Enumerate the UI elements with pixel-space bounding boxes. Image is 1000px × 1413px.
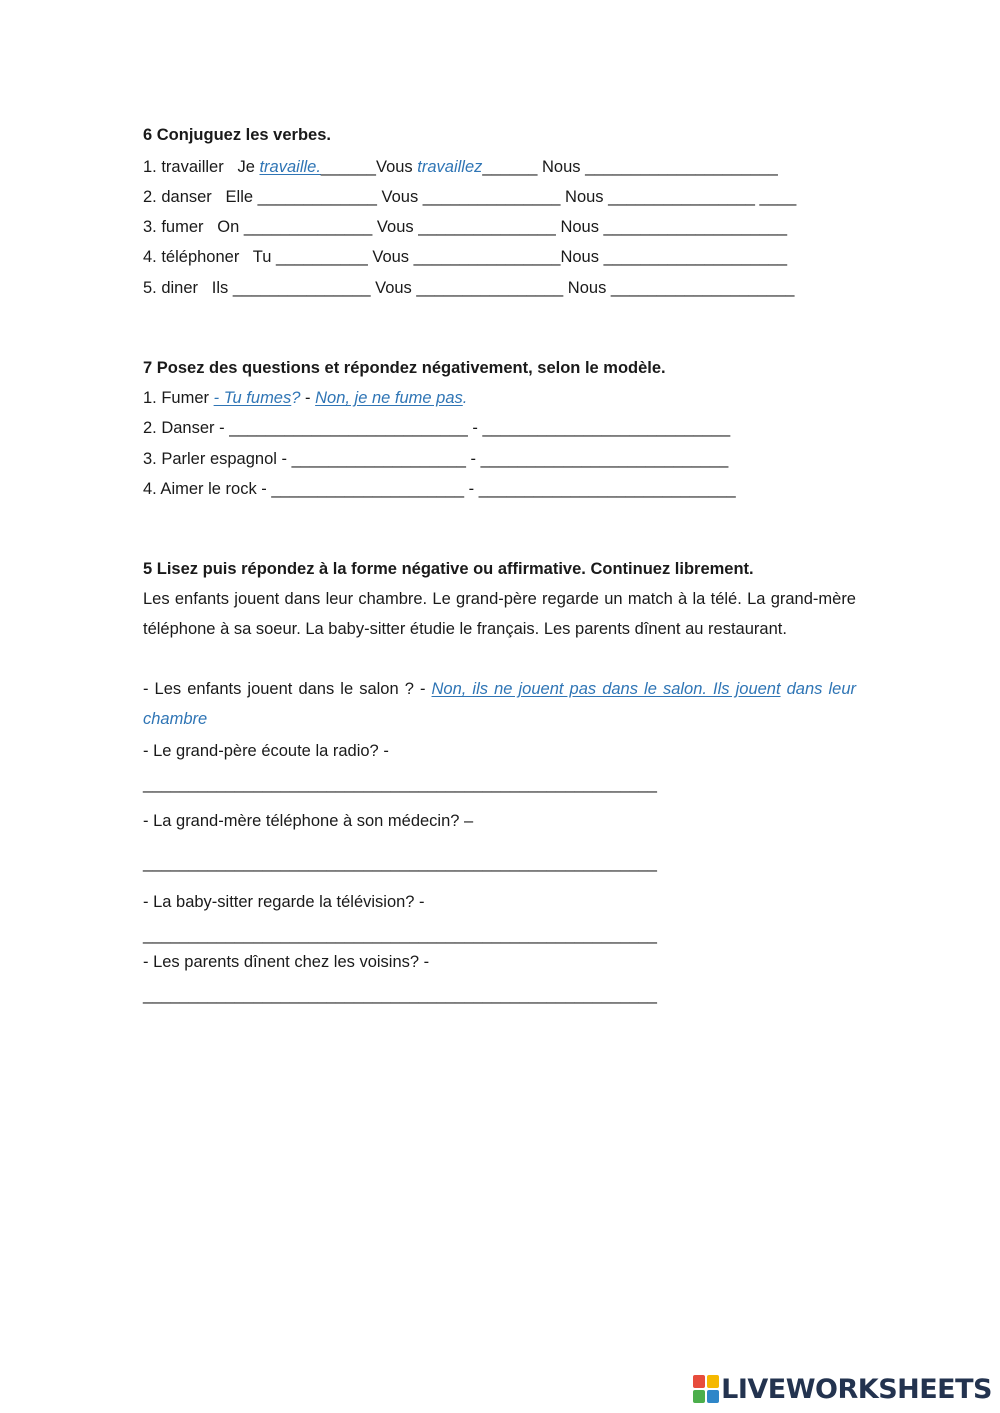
- logo-block-red: [693, 1375, 705, 1388]
- answer-travaillez[interactable]: travaillez: [417, 158, 483, 176]
- liveworksheets-logo: [693, 1371, 992, 1407]
- answer-line-3[interactable]: ________________________________________________________: [143, 926, 657, 944]
- logo-block-yellow: [707, 1375, 719, 1388]
- section6-row-4[interactable]: 4. téléphoner Tu __________ Vous ________________Nous ____________________: [143, 248, 788, 266]
- question-radio: - Le grand-père écoute la radio? -: [143, 742, 389, 760]
- section6-row-2[interactable]: 2. danser Elle _____________ Vous _______________ Nous ________________ ____: [143, 188, 797, 206]
- section6-row-3[interactable]: 3. fumer On ______________ Vous _______________ Nous ____________________: [143, 218, 788, 236]
- example-answer-underlined: Non, ils ne jouent pas dans le salon. Ils jouent: [431, 680, 781, 698]
- logo-block-green: [693, 1390, 705, 1403]
- section7-row-3[interactable]: 3. Parler espagnol - ___________________ - ___________________________: [143, 450, 729, 468]
- section6-row-5[interactable]: 5. diner Ils _______________ Vous ________________ Nous ____________________: [143, 279, 795, 297]
- question-medecin: - La grand-mère téléphone à son médecin? –: [143, 812, 474, 830]
- example-question: - Tu fumes: [213, 389, 292, 407]
- question-television: - La baby-sitter regarde la télévision? -: [143, 893, 425, 911]
- logo-blocks-icon: [693, 1375, 719, 1403]
- section6-title: 6 Conjuguez les verbes.: [143, 126, 331, 144]
- section5-paragraph: Les enfants jouent dans leur chambre. Le grand-père regarde un match à la télé. La grand-mère téléphone à sa soeur. La baby-sitter étudie le français. Les parents dînent au restaurant.: [143, 590, 856, 638]
- section5-title: 5 Lisez puis répondez à la forme négative ou affirmative. Continuez librement.: [143, 560, 754, 578]
- section7-row-2[interactable]: 2. Danser - __________________________ - ___________________________: [143, 419, 731, 437]
- answer-line-4[interactable]: ________________________________________________________: [143, 986, 657, 1004]
- section7-example: 1. Fumer - Tu fumes? - Non, je ne fume pas.: [143, 389, 468, 407]
- answer-line-2[interactable]: ________________________________________________________: [143, 854, 657, 872]
- example-answer: Non, je ne fume pas: [315, 389, 463, 407]
- section6-row-1: 1. travailler Je travaille.______Vous travaillez______ Nous _____________________: [143, 158, 778, 176]
- logo-block-blue: [707, 1390, 719, 1403]
- section7-title: 7 Posez des questions et répondez négativement, selon le modèle.: [143, 359, 666, 377]
- answer-travaille[interactable]: travaille.: [259, 158, 321, 176]
- logo-text: LIVEWORKSHEETS: [721, 1373, 992, 1405]
- question-voisins: - Les parents dînent chez les voisins? -: [143, 953, 430, 971]
- section7-row-4[interactable]: 4. Aimer le rock - _____________________ - ____________________________: [143, 480, 736, 498]
- section5-example: - Les enfants jouent dans le salon ? - Non, ils ne jouent pas dans le salon. Ils jouent dans leur chambre: [143, 680, 856, 728]
- answer-line-1[interactable]: ________________________________________________________: [143, 775, 657, 793]
